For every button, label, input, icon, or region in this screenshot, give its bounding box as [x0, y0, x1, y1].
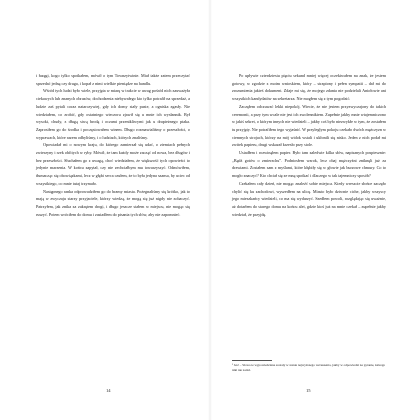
paragraph: Następnego ranka odprowadziłem go do bramy miasta. Pożegnaliśmy się krótko, jak to mają w zwyczaju starzy przyjaciele, którzy wiedzą, że mogą się już nigdy nie zobaczyć. Patrzyłem, jak znika za zakrętem drogi, i długo jeszcze stałem w miejscu, nie mogąc się ruszyć. Potem wróciłem do domu i zasiadłem do pisania tych słów, aby nie zapomnieć. — [36, 188, 190, 217]
page-number-right: 15 — [306, 388, 311, 393]
paragraph: Opowiadał mi o nowym kraju, do którego zamierzał się udać, o ziemiach pełnych zwierzyny i rzek obfitych w ryby. Mówił, że tam każdy może zacząć od nowa, bez długów i bez przeszłości. Słuchałem go z uwagą, choć wiedziałem, że większość tych opowieści to jedynie marzenia. W końcu zapytał, czy nie zechciałbym mu towarzyszyć. Odmówiłem, tłumacząc się obowiązkami, lecz w głębi serca czułem, że to była jedyna szansa, by uciec od wszystkiego, co mnie tutaj trzymało. — [36, 142, 190, 186]
paragraph: Wśród tych ludzi było wiele, przyjęta w miarę w trakcie w uwag pośród nich zauważyła ciekawych lub znanych obrazów, dochodzenia niebywałego kto tylko potrafił na sprzedaż, a ludzie zaś pytali coraz natarczywiej, gdy ich domy stały puste, a ogniska zgasły. Nie wiedziałem, co zrobić, gdy ostatniego wieczoru zjawił się u mnie ich wysłannik. Był wysoki, chudy, z długą siwą brodą i oczami przenikliwymi jak u drapieżnego ptaka. Zaprosiłem go do środka i poczęstowałem winem. Długo rozmawialiśmy o przeszłości, o wyprawach, które razem odbyliśmy, i o ludziach, których znaliśmy. — [36, 88, 190, 140]
footnote: ¹ Jes! – Słowa te wypowiedziane zostały w stanie najwyższego wzruszenia, jakby w odpowiedzi na pytanie, którego nikt nie zadał. — [232, 363, 386, 372]
paragraph: Czekałem cały dzień, nie mogąc znaleźć sobie miejsca. Kiedy wreszcie słońce zaczęło chylić się ku zachodowi, wyszedłem na ulicę. Miasto było dziwnie ciche, jakby wszyscy jego mieszkańcy wiedzieli, co ma się wydarzyć. Szedłem powoli, rozglądając się uważnie, aż dotarłem do starego domu na końcu alei, gdzie ktoś już na mnie czekał – zupełnie jakby wiedział, że przyjdę. — [232, 180, 386, 217]
footnote-divider — [232, 360, 272, 361]
right-page — [210, 0, 420, 420]
left-page-text — [36, 72, 190, 218]
paragraph: Zaczęłem odczuwać lekki niepokój. Wiecie, że nie jestem przyzwyczajony do takich ceremonii, a przy tym wcale nie jest ich zwolennikiem. Zupełnie jakby mnie wtajemniczono w jakiś sekret, o którym innych nie wiedzieli – jakby coś było niezwykłe w tym, że zostałem tu przyjęty. Nie potrafiłem tego wyjaśnić. W przyległym pokoju czekało dwóch mężczyzn w ciemnych strojach, którzy na mój widok wstali i ukłonili się nisko. Jeden z nich podał mi zwitek papieru, drugi wskazał krzesło przy stole. — [232, 103, 386, 148]
page-number-left: 14 — [106, 388, 111, 393]
right-page-text — [232, 72, 386, 218]
paragraph: Usiadłem i rozwinąłem papier. Było tam zaledwie kilka słów, napisanych pospiesznie: „Bądź gotów o zmierzchu”. Podniosłem wzrok, lecz obaj mężczyźni zniknęli już za drzwiami. Zostałem sam z myślami, które kłębiły się w głowie jak burzowe chmury. Co to mogło znaczyć? Kto chciał się ze mną spotkać i dlaczego w tak tajemniczy sposób? — [232, 150, 386, 179]
paragraph: i łazęgi, kogo tylko spotkałem, mówił o tym Townzytwinie. Miał także zatem przeczytać sprzedać jedną czy druga, i kopał z nimi wielkie pieniądze na handlu. — [36, 73, 190, 86]
paragraph: Po upływie czterdziestu pięciu sekund mniej więcej oczekiwałem na znak, że jestem gotowy, w zgodzie z moim wnioskiem, który – strapiony i pełen sympatii – dał mi do zrozumienia jakieś dokument. Zdaje mi się, że mojego zdania nie podzielali Aniołowie ani wszystkich kandydatów na sekretarza. Nie mogłem się z tym pogodzić. — [232, 73, 386, 102]
